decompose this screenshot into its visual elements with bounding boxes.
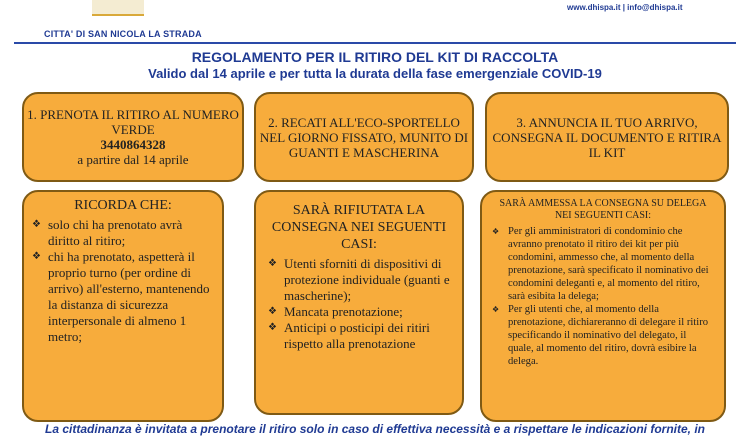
remember-box xyxy=(22,190,224,422)
refused-list xyxy=(268,256,450,352)
delegation-heading: SARÀ AMMESSA LA CONSEGNA SU DELEGA NEI SEGUENTI CASI: xyxy=(499,198,707,221)
page-title: REGOLAMENTO PER IL RITIRO DEL KIT DI RACCOLTA xyxy=(191,49,559,65)
step-2-box xyxy=(254,92,474,182)
step-3-box xyxy=(485,92,729,182)
delegation-list xyxy=(492,225,714,368)
header-divider xyxy=(14,42,736,44)
remember-list xyxy=(32,217,214,345)
page-subtitle: Valido dal 14 aprile e per tutta la durata della fase emergenziale COVID-19 xyxy=(148,66,602,81)
city-name: CITTA' DI SAN NICOLA LA STRADA xyxy=(44,29,202,39)
contacts-text: www.dhispa.it | info@dhispa.it xyxy=(567,3,683,12)
municipal-crest-logo xyxy=(92,0,144,16)
list-item: ❖ Utenti sforniti di dispositivi di protezione individuale (guanti e mascherine); xyxy=(268,256,450,304)
list-item: ❖ Per gli utenti che, al momento della prenotazione, dichiareranno di delegare il ritiro specificando il nominativo del delegato, il quale, al momento del ritiro, dovrà esibire la delega. xyxy=(492,303,714,368)
delegation-box xyxy=(480,190,726,422)
list-item: ❖ solo chi ha prenotato avrà diritto al ritiro; xyxy=(32,217,214,249)
list-item: ❖ Anticipi o posticipi dei ritiri rispetto alla prenotazione xyxy=(268,320,450,352)
step-1-date: a partire dal 14 aprile xyxy=(77,152,189,167)
list-item: ❖ Mancata prenotazione; xyxy=(268,304,450,320)
list-item: ❖ Per gli amministratori di condominio che avranno prenotato il ritiro dei kit per più condomini, ammesso che, al momento della prenotazione, sarà specificato il nominativo dei condomini deleganti e, al momento del ritiro, sarà esibita la delega; xyxy=(492,225,714,303)
remember-heading: RICORDA CHE: xyxy=(74,198,172,213)
refused-box xyxy=(254,190,464,415)
step-3-text: 3. ANNUNCIA IL TUO ARRIVO, CONSEGNA IL DOCUMENTO E RITIRA IL KIT xyxy=(492,114,722,160)
refused-heading: SARÀ RIFIUTATA LA CONSEGNA NEI SEGUENTI CASI: xyxy=(271,203,447,252)
footer-note: La cittadinanza è invitata a prenotare il ritiro solo in caso di effettiva necessità e a rispettare le indicazioni fornite, in xyxy=(45,422,705,436)
step-2-text: 2. RECATI ALL'ECO-SPORTELLO NEL GIORNO FISSATO, MUNITO DI GUANTI E MASCHERINA xyxy=(259,114,469,160)
step-1-phone-number: 3440864328 xyxy=(100,137,166,152)
list-item: ❖ chi ha prenotato, aspetterà il proprio turno (per ordine di arrivo) all'esterno, mantenendo la distanza di sicurezza interpersonale di almeno 1 metro; xyxy=(32,249,214,345)
step-1-text: 1. PRENOTA IL RITIRO AL NUMERO VERDE xyxy=(27,107,239,137)
step-1-box xyxy=(22,92,244,182)
